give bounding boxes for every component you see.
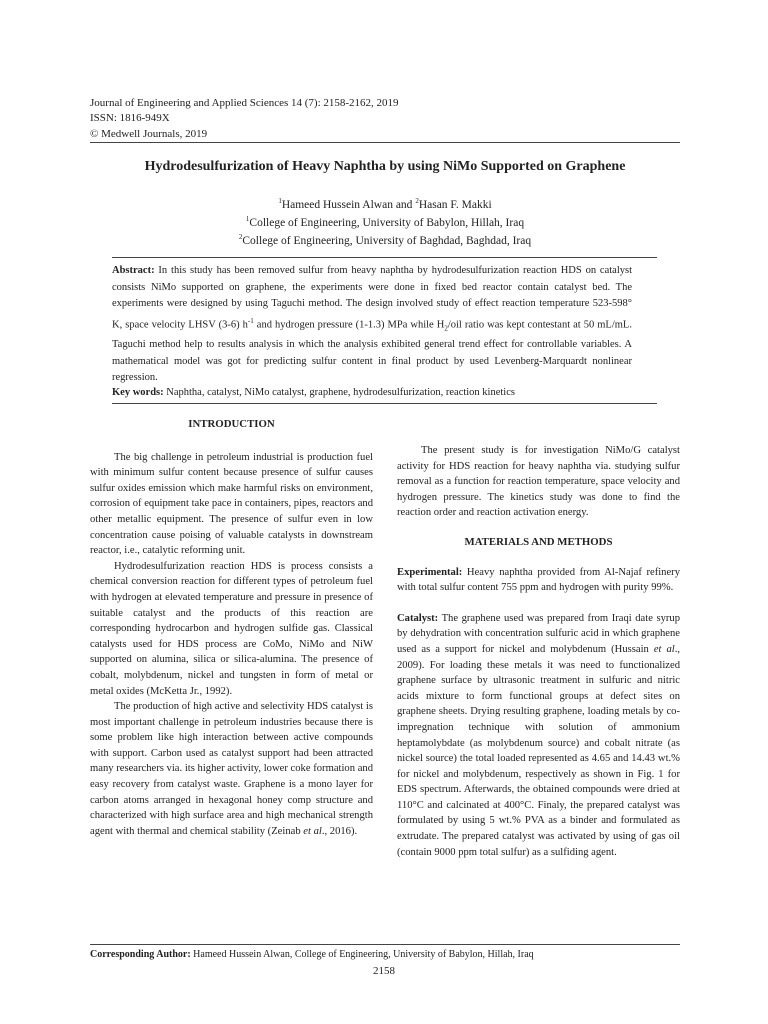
corresponding-author: Corresponding Author: Hameed Hussein Alwan, College of Engineering, University of Babylon, Hillah, Iraq bbox=[90, 949, 534, 960]
left-column bbox=[90, 417, 373, 839]
journal-citation: Journal of Engineering and Applied Sciences 14 (7): 2158-2162, 2019 bbox=[90, 97, 399, 109]
issn: ISSN: 1816-949X bbox=[90, 112, 170, 124]
header-rule bbox=[90, 142, 680, 143]
authors: $^1$Hameed Hussein Alwan and $^2$Hasan F. Makki bbox=[278, 197, 492, 211]
right-column bbox=[397, 443, 680, 860]
page-number: 2158 bbox=[373, 965, 395, 977]
keywords: Key words: Naphtha, catalyst, NiMo catalyst, graphene, hydrodesulfurization, reaction kinetics bbox=[112, 387, 515, 398]
abstract-top-rule bbox=[112, 257, 657, 258]
intro-paragraph-1: The big challenge in petroleum industrial is production fuel with minimum sulfur content because presence of sulfur causes sulfur oxides emission which make harmful risks on environment, corrosion of equipment take pace in containers, pipes, reactors and other metallic equipment. The presence of sulfur even in low concentration cause poising of valuable catalysts in downstream reactor, i.e., catalytic reforming unit. bbox=[90, 451, 373, 557]
affiliation-1: $^1$College of Engineering, University of Babylon, Hillah, Iraq bbox=[245, 215, 525, 229]
footer-rule bbox=[90, 944, 680, 945]
affiliation-2: $^2$College of Engineering, University of Baghdad, Baghdad, Iraq bbox=[238, 233, 532, 247]
materials-methods-heading: MATERIALS AND METHODS bbox=[464, 535, 613, 548]
experimental-paragraph: Experimental: Heavy naphtha provided from Al-Najaf refinery with total sulfur content 755 ppm and hydrogen with purity 99%. bbox=[397, 566, 680, 594]
intro-paragraph-4: The present study is for investigation NiMo/G catalyst activity for HDS reaction for heavy naphtha via. studying sulfur removal as a function for reaction temperature, space velocity and hydrogen pressure. The kinetics study was done to find the reaction order and reaction activation energy. bbox=[397, 445, 680, 519]
keywords-rule bbox=[112, 403, 657, 404]
intro-paragraph-2: Hydrodesulfurization reaction HDS is process consists a chemical conversion reaction for different types of petroleum fuel with hydrogen at elevated temperature and pressure in presence of suitable catalyst and the products of this reaction are corresponding hydrocarbon and hydrogen sulfide gas. Classical catalysts used for HDS process are CoMo, NiMo and NiW supported on alumina, silica or silica-alumina. The presence of cobalt, molybdenum, nickel and tungsten in form of metal or metal oxides (McKetta Jr., 1992). bbox=[90, 560, 373, 697]
copyright: © Medwell Journals, 2019 bbox=[90, 128, 208, 140]
intro-paragraph-3: The production of high active and selectivity HDS catalyst is most important challenge in petroleum industries because there is some problem like high interaction between active compounds with support. Carbon used as catalyst support had been attracted many researchers via. its higher activity, lower coke formation and easy recovery from catalyst waste. Graphene is a mono layer for carbon atoms arranged in hexagonal honey comp structure and characterized with high surface area and high mechanical strength agent with thermal and chemical stability (Zeinab et al., 2016). bbox=[90, 701, 373, 837]
abstract: Abstract: In this study has been removed sulfur from heavy naphtha by hydrodesulfurization reaction HDS on catalyst consists NiMo supported on graphene, the experiments were done in fixed bed reactor contain catalyst bed. The experiments were designed by using Taguchi method. The design involved study of effect reaction temperature 523-598° K, space velocity LHSV (3-6) $h^{-1}$ and hydrogen pressure (1-1.3) MPa while $H_2$/oil ratio was kept contestant at 50 mL/mL. Taguchi method help to results analysis in which the analysis exhibited general trend effect for controllable variables. A mathematical model was got for predicting sulfur content in final product by used Levenberg-Marquardt nonlinear regression. bbox=[112, 265, 632, 384]
catalyst-paragraph: Catalyst: The graphene used was prepared from Iraqi date syrup by dehydration with concentration sulfuric acid in which graphene used as a support for nickel and molybdenum (Hussain et al., 2009). For loading these metals it was need to functionalized graphene surface by ultrasonic treatment in sulfuric and nitric acids mixture to form functional groups at defect sites on graphene sheets. Drying resulting graphene, loading metals by co-impregnation technique with solution of ammonium heptamolybdate (as molybdenum source) and cobalt nitrate (as nickel source) the total loaded represented as 4.65 and 14.43 wt.% for nickel and molybdenum, respectively as shown in Fig. 1 for EDS spectrum. Afterwards, the obtained compounds were dried at 110°C and calcinated at 400°C. Finaly, the prepared catalyst was formulated by using 5 wt.% PVA as a binder and formulated as extrudate. The prepared catalyst was activated by using of gas oil (contain 9000 ppm total sulfur) as a sulfiding agent. bbox=[397, 612, 680, 858]
paper-title: Hydrodesulfurization of Heavy Naphtha by using NiMo Supported on Graphene bbox=[144, 159, 626, 174]
introduction-heading: INTRODUCTION bbox=[188, 418, 275, 430]
